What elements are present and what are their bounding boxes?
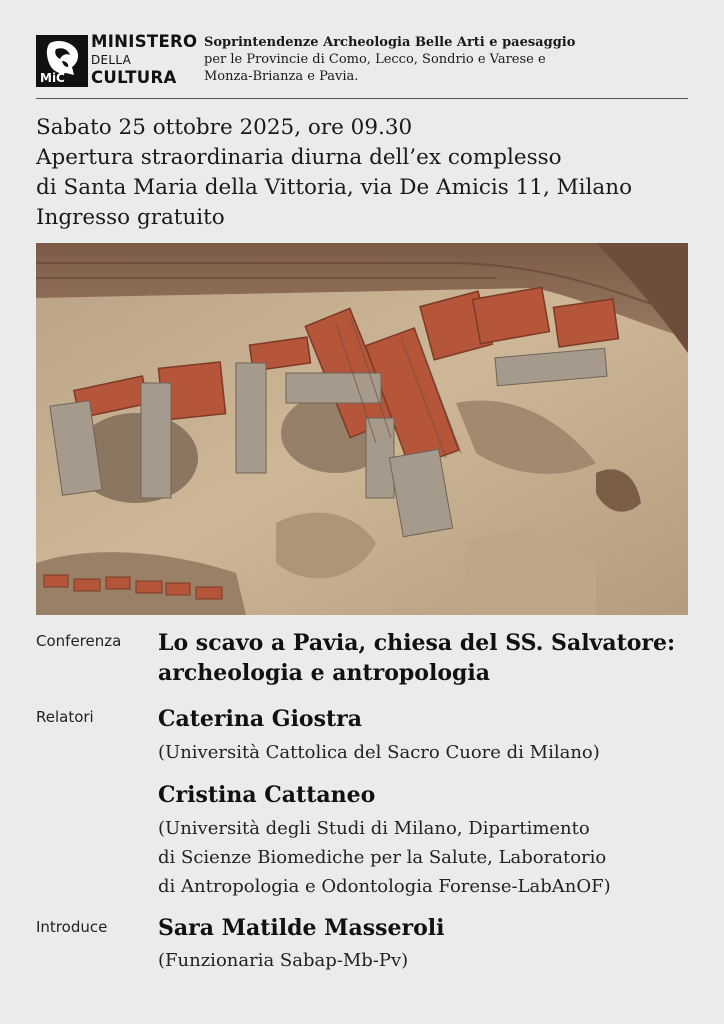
mic-label: MiC bbox=[40, 71, 65, 85]
ministry-name bbox=[91, 33, 197, 87]
ministry-logo[interactable] bbox=[36, 32, 196, 88]
speaker1-affiliation: (Università Cattolica del Sacro Cuore di Milano) bbox=[158, 742, 600, 763]
ministry-name-line1: MINISTERO bbox=[91, 32, 198, 51]
conference-title-line1: Lo scavo a Pavia, chiesa del SS. Salvatore: bbox=[158, 630, 676, 656]
ministry-name-line3: CULTURA bbox=[91, 68, 177, 87]
conference-label: Conferenza bbox=[36, 632, 122, 650]
office-line3: Monza-Brianza e Pavia. bbox=[204, 69, 359, 84]
speaker2-affiliation-line1: (Università degli Studi di Milano, Dipartimento bbox=[158, 818, 590, 839]
event-description-line2: di Santa Maria della Vittoria, via De Amicis 11, Milano bbox=[36, 175, 633, 200]
event-date-time: Sabato 25 ottobre 2025, ore 09.30 bbox=[36, 115, 413, 140]
speaker1-name: Caterina Giostra bbox=[158, 706, 362, 732]
office-line1: Soprintendenze Archeologia Belle Arti e paesaggio bbox=[204, 35, 576, 50]
introducer-name: Sara Matilde Masseroli bbox=[158, 915, 445, 941]
event-description-line1: Apertura straordinaria diurna dell’ex complesso bbox=[36, 145, 562, 170]
introduction-label: Introduce bbox=[36, 918, 108, 936]
speaker2-affiliation-line2: di Scienze Biomediche per la Salute, Laboratorio bbox=[158, 847, 607, 868]
ministry-name-line2: DELLA bbox=[91, 53, 132, 67]
header bbox=[36, 32, 688, 98]
office-name bbox=[204, 34, 575, 85]
header-divider bbox=[36, 98, 688, 99]
ministry-emblem-icon bbox=[36, 35, 88, 87]
speakers-label: Relatori bbox=[36, 708, 94, 726]
office-line2: per le Provincie di Como, Lecco, Sondrio e Varese e bbox=[204, 52, 546, 67]
speaker2-affiliation bbox=[158, 814, 611, 901]
speaker2-affiliation-line3: di Antropologia e Odontologia Forense-LabAnOF) bbox=[158, 876, 611, 897]
introducer-role: (Funzionaria Sabap-Mb-Pv) bbox=[158, 950, 409, 971]
excavation-photo bbox=[36, 243, 688, 615]
event-admission: Ingresso gratuito bbox=[36, 205, 225, 230]
speaker2-name: Cristina Cattaneo bbox=[158, 782, 376, 808]
conference-title bbox=[158, 628, 675, 688]
conference-title-line2: archeologia e antropologia bbox=[158, 660, 491, 686]
event-info bbox=[36, 113, 632, 233]
